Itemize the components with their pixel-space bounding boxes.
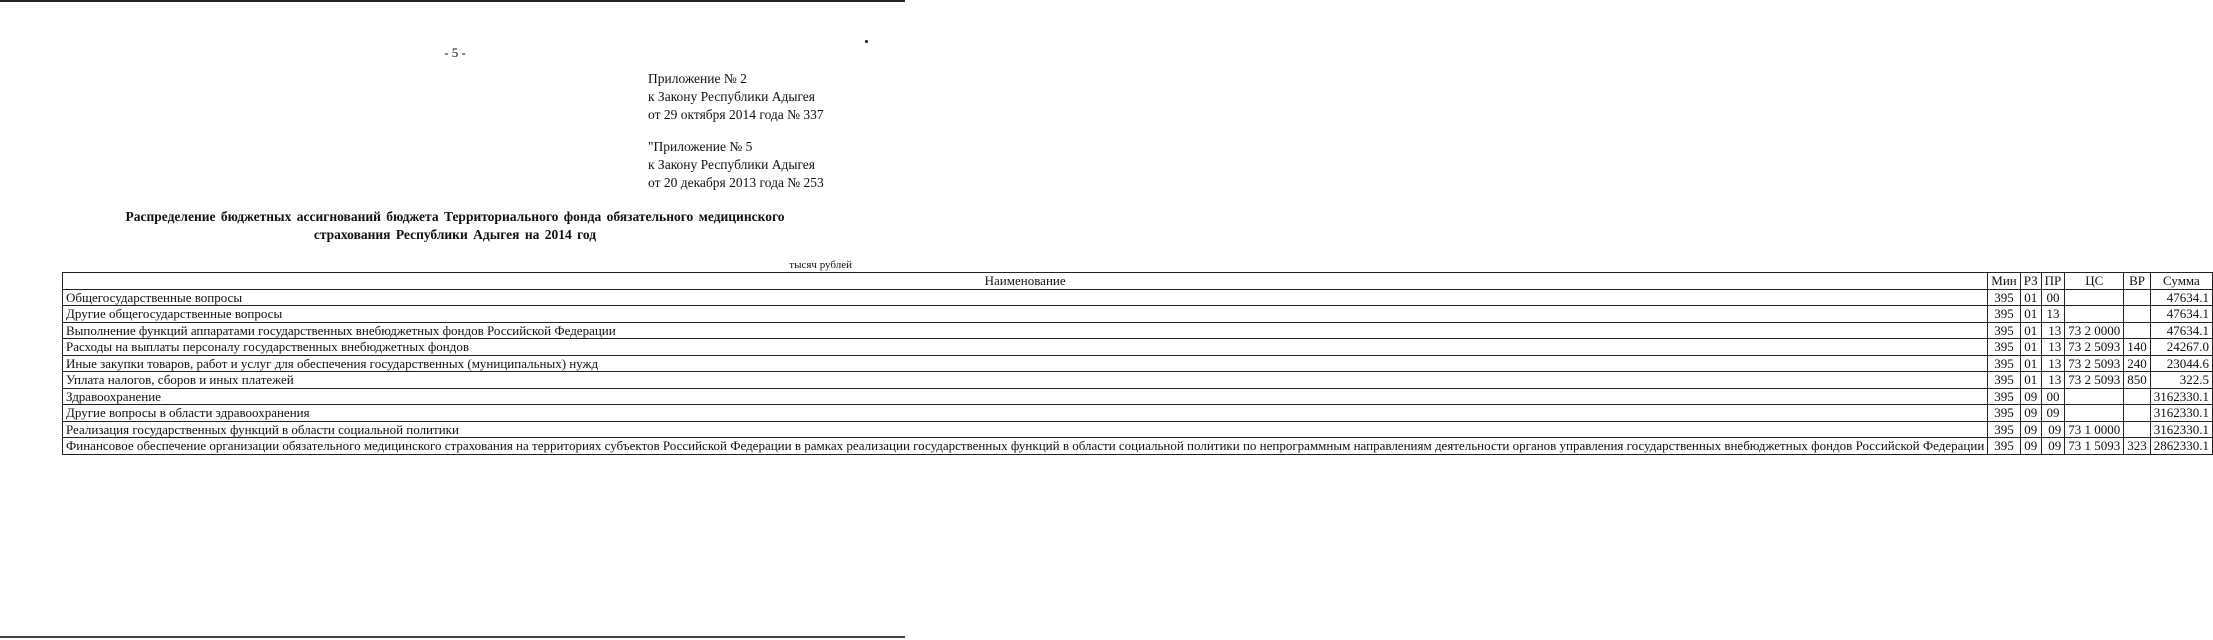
row-min: 395 bbox=[1988, 355, 2020, 372]
row-min: 395 bbox=[1988, 438, 2020, 455]
row-name: Другие вопросы в области здравоохранения bbox=[63, 405, 1988, 422]
row-vr bbox=[2124, 421, 2151, 438]
units-label: тысяч рублей bbox=[789, 259, 852, 271]
row-vr bbox=[2124, 405, 2151, 422]
row-name: Реализация государственных функций в области социальной политики bbox=[63, 421, 1988, 438]
row-name: Финансовое обеспечение организации обязательного медицинского страхования на территориях субъектов Российской Федерации в рамках реализации государственных функций в области социальной политики по непрограммным направлениям деятельности органов управления государственных внебюджетных фондов Российской Федерации bbox=[63, 438, 1988, 455]
appendix-original-line1: "Приложение № 5 bbox=[648, 139, 753, 154]
row-cs: 73 2 0000 bbox=[2065, 322, 2124, 339]
row-vr: 140 bbox=[2124, 339, 2151, 356]
appendix-original-block bbox=[648, 138, 824, 192]
row-pr: 09 bbox=[2041, 421, 2065, 438]
row-min: 395 bbox=[1988, 339, 2020, 356]
row-rz: 09 bbox=[2020, 438, 2041, 455]
appendix-current-line3: от 29 октября 2014 года № 337 bbox=[648, 107, 824, 122]
row-min: 395 bbox=[1988, 388, 2020, 405]
row-name: Общегосударственные вопросы bbox=[63, 289, 1988, 306]
table-row bbox=[63, 306, 2213, 323]
row-vr bbox=[2124, 306, 2151, 323]
table-row bbox=[63, 421, 2213, 438]
row-rz: 01 bbox=[2020, 372, 2041, 389]
row-rz: 09 bbox=[2020, 405, 2041, 422]
row-vr bbox=[2124, 322, 2151, 339]
appendix-current-line2: к Закону Республики Адыгея bbox=[648, 89, 816, 104]
row-name: Здравоохранение bbox=[63, 388, 1988, 405]
row-cs: 73 1 5093 bbox=[2065, 438, 2124, 455]
header-min: Мин bbox=[1988, 273, 2020, 290]
table-row bbox=[63, 355, 2213, 372]
budget-table bbox=[62, 272, 2213, 455]
row-cs bbox=[2065, 405, 2124, 422]
row-cs: 73 1 0000 bbox=[2065, 421, 2124, 438]
row-rz: 01 bbox=[2020, 306, 2041, 323]
row-pr: 09 bbox=[2041, 438, 2065, 455]
row-name: Другие общегосударственные вопросы bbox=[63, 306, 1988, 323]
row-vr: 240 bbox=[2124, 355, 2151, 372]
scan-speck bbox=[865, 40, 868, 43]
row-sum: 47634.1 bbox=[2150, 306, 2212, 323]
header-name: Наименование bbox=[63, 273, 1988, 290]
document-title-line1: Распределение бюджетных ассигнований бюджета Территориального фонда обязательного медицинского bbox=[125, 209, 785, 224]
row-min: 395 bbox=[1988, 289, 2020, 306]
row-pr: 13 bbox=[2041, 372, 2065, 389]
page-number: - 5 - bbox=[444, 45, 466, 60]
row-vr bbox=[2124, 388, 2151, 405]
header-vr: ВР bbox=[2124, 273, 2151, 290]
row-sum: 3162330.1 bbox=[2150, 405, 2212, 422]
row-pr: 00 bbox=[2041, 289, 2065, 306]
row-vr: 850 bbox=[2124, 372, 2151, 389]
table-row bbox=[63, 438, 2213, 455]
row-pr: 13 bbox=[2041, 306, 2065, 323]
header-cs: ЦС bbox=[2065, 273, 2124, 290]
row-name: Выполнение функций аппаратами государственных внебюджетных фондов Российской Федерации bbox=[63, 322, 1988, 339]
row-cs bbox=[2065, 306, 2124, 323]
row-name: Расходы на выплаты персоналу государственных внебюджетных фондов bbox=[63, 339, 1988, 356]
appendix-original-line3: от 20 декабря 2013 года № 253 bbox=[648, 175, 824, 190]
row-pr: 13 bbox=[2041, 322, 2065, 339]
row-pr: 13 bbox=[2041, 355, 2065, 372]
row-sum: 47634.1 bbox=[2150, 289, 2212, 306]
row-sum: 24267.0 bbox=[2150, 339, 2212, 356]
row-cs: 73 2 5093 bbox=[2065, 372, 2124, 389]
row-sum: 322.5 bbox=[2150, 372, 2212, 389]
table-row bbox=[63, 289, 2213, 306]
table-row bbox=[63, 405, 2213, 422]
row-min: 395 bbox=[1988, 322, 2020, 339]
table-header-row bbox=[63, 273, 2213, 290]
header-sum: Сумма bbox=[2150, 273, 2212, 290]
row-sum: 3162330.1 bbox=[2150, 388, 2212, 405]
row-cs bbox=[2065, 388, 2124, 405]
row-rz: 01 bbox=[2020, 355, 2041, 372]
row-cs: 73 2 5093 bbox=[2065, 339, 2124, 356]
document-title bbox=[60, 208, 850, 244]
table-row bbox=[63, 339, 2213, 356]
row-rz: 09 bbox=[2020, 388, 2041, 405]
row-pr: 09 bbox=[2041, 405, 2065, 422]
row-rz: 01 bbox=[2020, 322, 2041, 339]
page-bottom-border bbox=[0, 636, 905, 638]
row-sum: 23044.6 bbox=[2150, 355, 2212, 372]
row-min: 395 bbox=[1988, 306, 2020, 323]
page-top-border bbox=[0, 0, 905, 2]
row-rz: 01 bbox=[2020, 339, 2041, 356]
row-sum: 47634.1 bbox=[2150, 322, 2212, 339]
row-cs bbox=[2065, 289, 2124, 306]
document-title-line2: страхования Республики Адыгея на 2014 год bbox=[313, 227, 597, 242]
row-cs: 73 2 5093 bbox=[2065, 355, 2124, 372]
row-vr bbox=[2124, 289, 2151, 306]
appendix-current-block bbox=[648, 70, 824, 124]
row-min: 395 bbox=[1988, 421, 2020, 438]
header-pr: ПР bbox=[2041, 273, 2065, 290]
header-rz: РЗ bbox=[2020, 273, 2041, 290]
table-row bbox=[63, 322, 2213, 339]
row-rz: 01 bbox=[2020, 289, 2041, 306]
table-row bbox=[63, 372, 2213, 389]
appendix-current-line1: Приложение № 2 bbox=[648, 71, 747, 86]
appendix-original-line2: к Закону Республики Адыгея bbox=[648, 157, 816, 172]
table-row bbox=[63, 388, 2213, 405]
row-pr: 00 bbox=[2041, 388, 2065, 405]
row-rz: 09 bbox=[2020, 421, 2041, 438]
row-min: 395 bbox=[1988, 372, 2020, 389]
row-sum: 3162330.1 bbox=[2150, 421, 2212, 438]
row-vr: 323 bbox=[2124, 438, 2151, 455]
row-sum: 2862330.1 bbox=[2150, 438, 2212, 455]
row-pr: 13 bbox=[2041, 339, 2065, 356]
row-name: Уплата налогов, сборов и иных платежей bbox=[63, 372, 1988, 389]
row-min: 395 bbox=[1988, 405, 2020, 422]
row-name: Иные закупки товаров, работ и услуг для обеспечения государственных (муниципальных) нужд bbox=[63, 355, 1988, 372]
